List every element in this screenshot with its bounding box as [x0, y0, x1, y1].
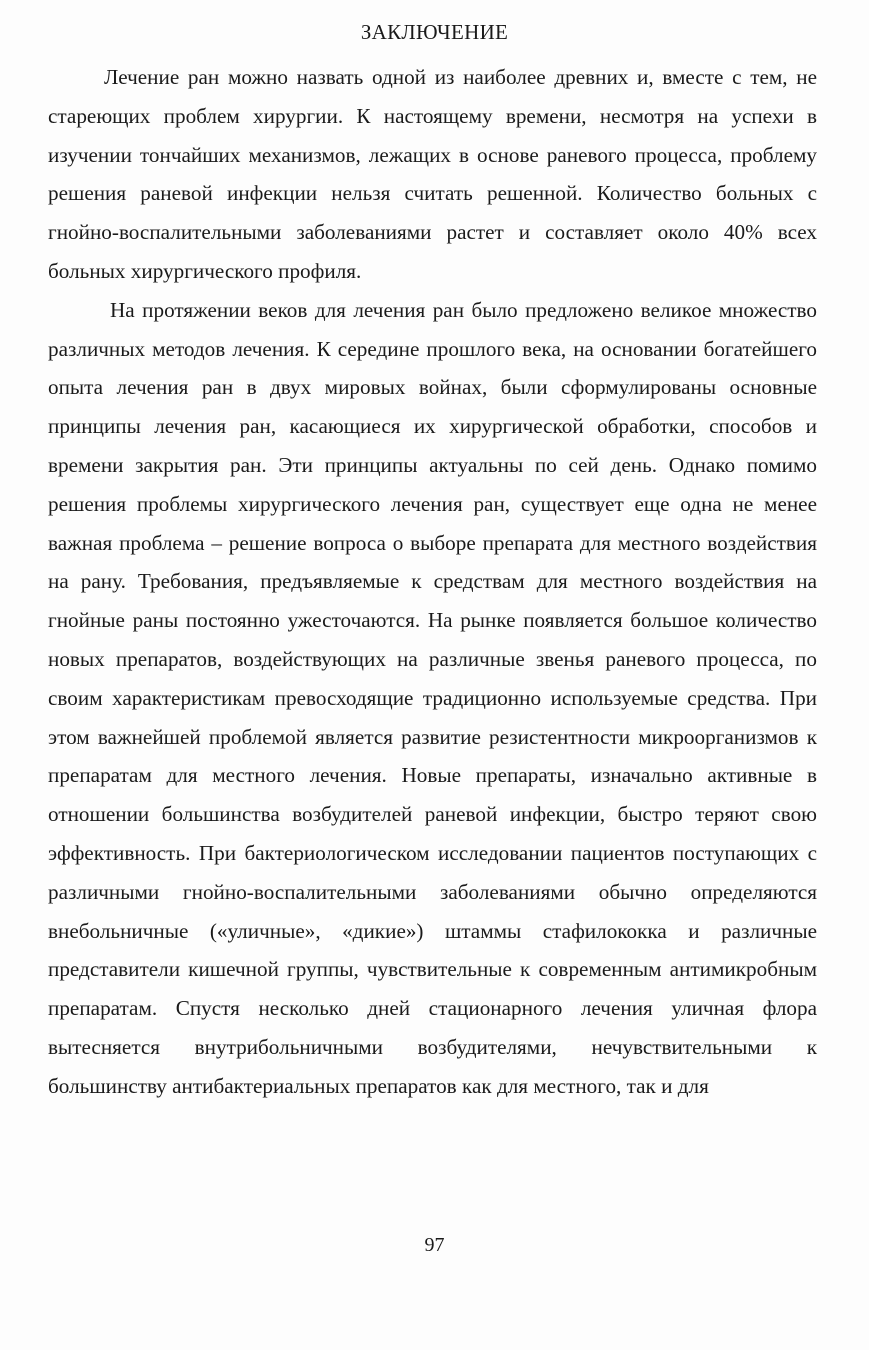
body-text: [48, 58, 817, 1106]
page-title: ЗАКЛЮЧЕНИЕ: [360, 20, 509, 44]
page-number: 97: [424, 1234, 445, 1256]
paragraph-1: Лечение ран можно назвать одной из наиболее древних и, вместе с тем, не стареющих проблем хирургии. К настоящему времени, несмотря на успехи в изучении тончайших механизмов, лежащих в основе раневого процесса, проблему решения раневой инфекции нельзя считать решенной. Количество больных с гнойно-воспалительными заболеваниями растет и составляет около 40% всех больных хирургического профиля.: [48, 65, 817, 283]
paragraph-2: На протяжении веков для лечения ран было предложено великое множество различных методов лечения. К середине прошлого века, на основании богатейшего опыта лечения ран в двух мировых войнах, были сформулированы основные принципы лечения ран, касающиеся их хирургической обработки, способов и времени закрытия ран. Эти принципы актуальны по сей день. Однако помимо решения проблемы хирургического лечения ран, существует еще одна не менее важная проблема – решение вопроса о выборе препарата для местного воздействия на рану. Требования, предъявляемые к средствам для местного воздействия на гнойные раны постоянно ужесточаются. На рынке появляется большое количество новых препаратов, воздействующих на различные звенья раневого процесса, по своим характеристикам превосходящие традиционно используемые средства. При этом важнейшей проблемой является развитие резистентности микроорганизмов к препаратам для местного лечения. Новые препараты, изначально активные в отношении большинства возбудителей раневой инфекции, быстро теряют свою эффективность. При бактериологическом исследовании пациентов поступающих с различными гнойно-воспалительными заболеваниями обычно определяются внебольничные («уличные», «дикие») штаммы стафилококка и различные представители кишечной группы, чувствительные к современным антимикробным препаратам. Спустя несколько дней стационарного лечения уличная флора вытесняется внутрибольничными возбудителями, нечувствительными к большинству антибактериальных препаратов как для местного, так и для: [48, 297, 817, 1098]
